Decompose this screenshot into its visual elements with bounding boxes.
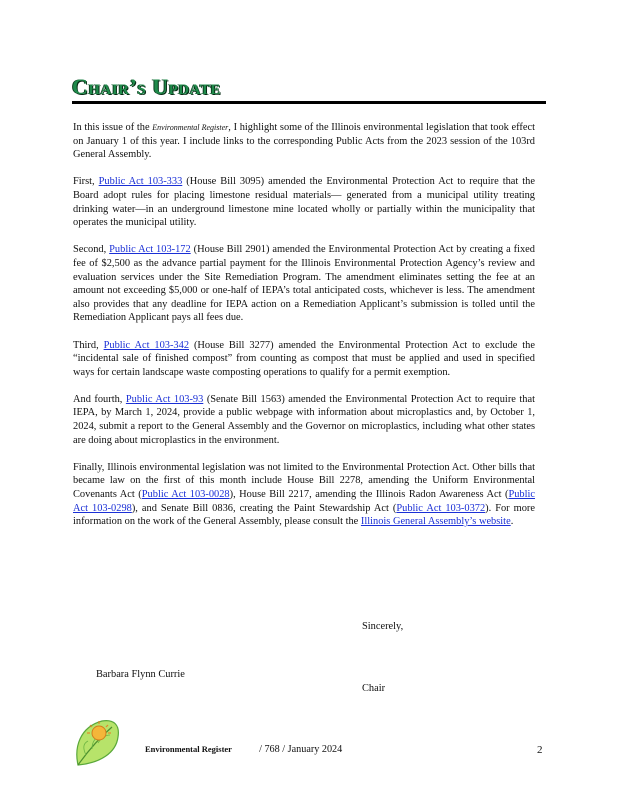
page-footer [145, 744, 342, 755]
paragraph-fourth [73, 393, 535, 447]
signature-title: Chair [362, 683, 386, 694]
paragraph-finally-text-d: ). For more information on the work of the General Assembly, please consult the [73, 502, 535, 528]
public-act-103-0028-link[interactable]: Public Act 103-0028 [141, 489, 230, 501]
paragraph-first-lead: First, [73, 176, 95, 188]
article-body [73, 121, 535, 542]
paragraph-finally-text-a: Finally, Illinois environmental legislation was not limited to the Environmental Protection Act. Other bills that became law on the first of this month include House Bill 2278, amending the Uniform Environmental Covenants Act ( [73, 461, 535, 501]
page-title: Chair’s Update [72, 74, 221, 99]
public-act-103-342-link[interactable]: Public Act 103-342 [103, 339, 190, 351]
paragraph-first [73, 175, 535, 229]
public-act-103-0372-link[interactable]: Public Act 103-0372 [396, 502, 486, 514]
paragraph-third-lead: Third, [73, 339, 99, 351]
paragraph-second-lead: Second, [73, 244, 107, 256]
paragraph-second-text: (House Bill 2901) amended the Environmental Protection Act by creating a fixed fee of $2,500 as the advance partial payment for the Illinois Environmental Protection Agency’s review and evaluation services under the Site Remediation Program. The amendment eliminates setting the fee at an amount not exceeding $5,000 or one-half of IEPA’s total anticipated costs, whichever is less. The amendment also provides that any deadline for IEPA action on a Remediation Applicant’s submission is tolled until the Remediation Applicant pays all fees due. [73, 244, 535, 324]
public-act-103-333-link[interactable]: Public Act 103-333 [98, 176, 183, 188]
paragraph-fourth-lead: And fourth, [73, 393, 123, 405]
public-act-103-93-link[interactable]: Public Act 103-93 [125, 393, 204, 405]
public-act-103-172-link[interactable]: Public Act 103-172 [109, 244, 191, 256]
title-divider [72, 101, 546, 104]
intro-text-start: In this issue of the [73, 122, 150, 133]
paragraph-finally-text-b: ), House Bill 2217, amending the Illinois Radon Awareness Act ( [229, 489, 509, 501]
paragraph-first-text: (House Bill 3095) amended the Environmental Protection Act to require that the Board adopt rules for placing limestone residual materials— generated from a municipal utility treating drinking water—in an underground limestone mine located wholly or partially within the municipality that operates the municipal utility. [73, 176, 535, 229]
intro-paragraph [73, 121, 535, 162]
paragraph-fourth-text: (Senate Bill 1563) amended the Environmental Protection Act to require that IEPA, by March 1, 2024, provide a public webpage with information about microplastics and, by October 1, 2024, submit a report to the General Assembly and the Governor on microplastics, including what other states are doing about microplastics in the environment. [73, 393, 535, 446]
leaf-logo-icon [72, 717, 122, 769]
public-act-103-0298-link[interactable]: Public Act 103-0298 [73, 489, 535, 514]
intro-text-end: , I highlight some of the Illinois environmental legislation that took effect on January 1 of this year. I include links to the corresponding Public Acts from the 2023 session of the 103rd General Assembly. [73, 122, 535, 161]
paragraph-third [73, 339, 535, 380]
paragraph-finally-text-c: ), and Senate Bill 0836, creating the Paint Stewardship Act ( [131, 502, 397, 514]
paragraph-second [73, 243, 535, 325]
paragraph-third-text: (House Bill 3277) amended the Environmental Protection Act to exclude the “incidental sale of finished compost” from counting as compost that must be applied and used in specified ways for certain landscape waste composting operations to qualify for a permit exemption. [73, 339, 535, 378]
publication-name: Environmental Register [152, 123, 229, 132]
footer-issue: / 768 / January 2024 [259, 744, 343, 755]
paragraph-finally-text-e: . [510, 516, 514, 528]
paragraph-finally [73, 461, 535, 529]
closing: Sincerely, [362, 621, 404, 632]
general-assembly-website-link[interactable]: Illinois General Assembly’s website [360, 516, 511, 528]
signature-name: Barbara Flynn Currie [96, 669, 185, 680]
page-number: 2 [537, 744, 543, 756]
footer-publication: Environmental Register [145, 744, 232, 754]
